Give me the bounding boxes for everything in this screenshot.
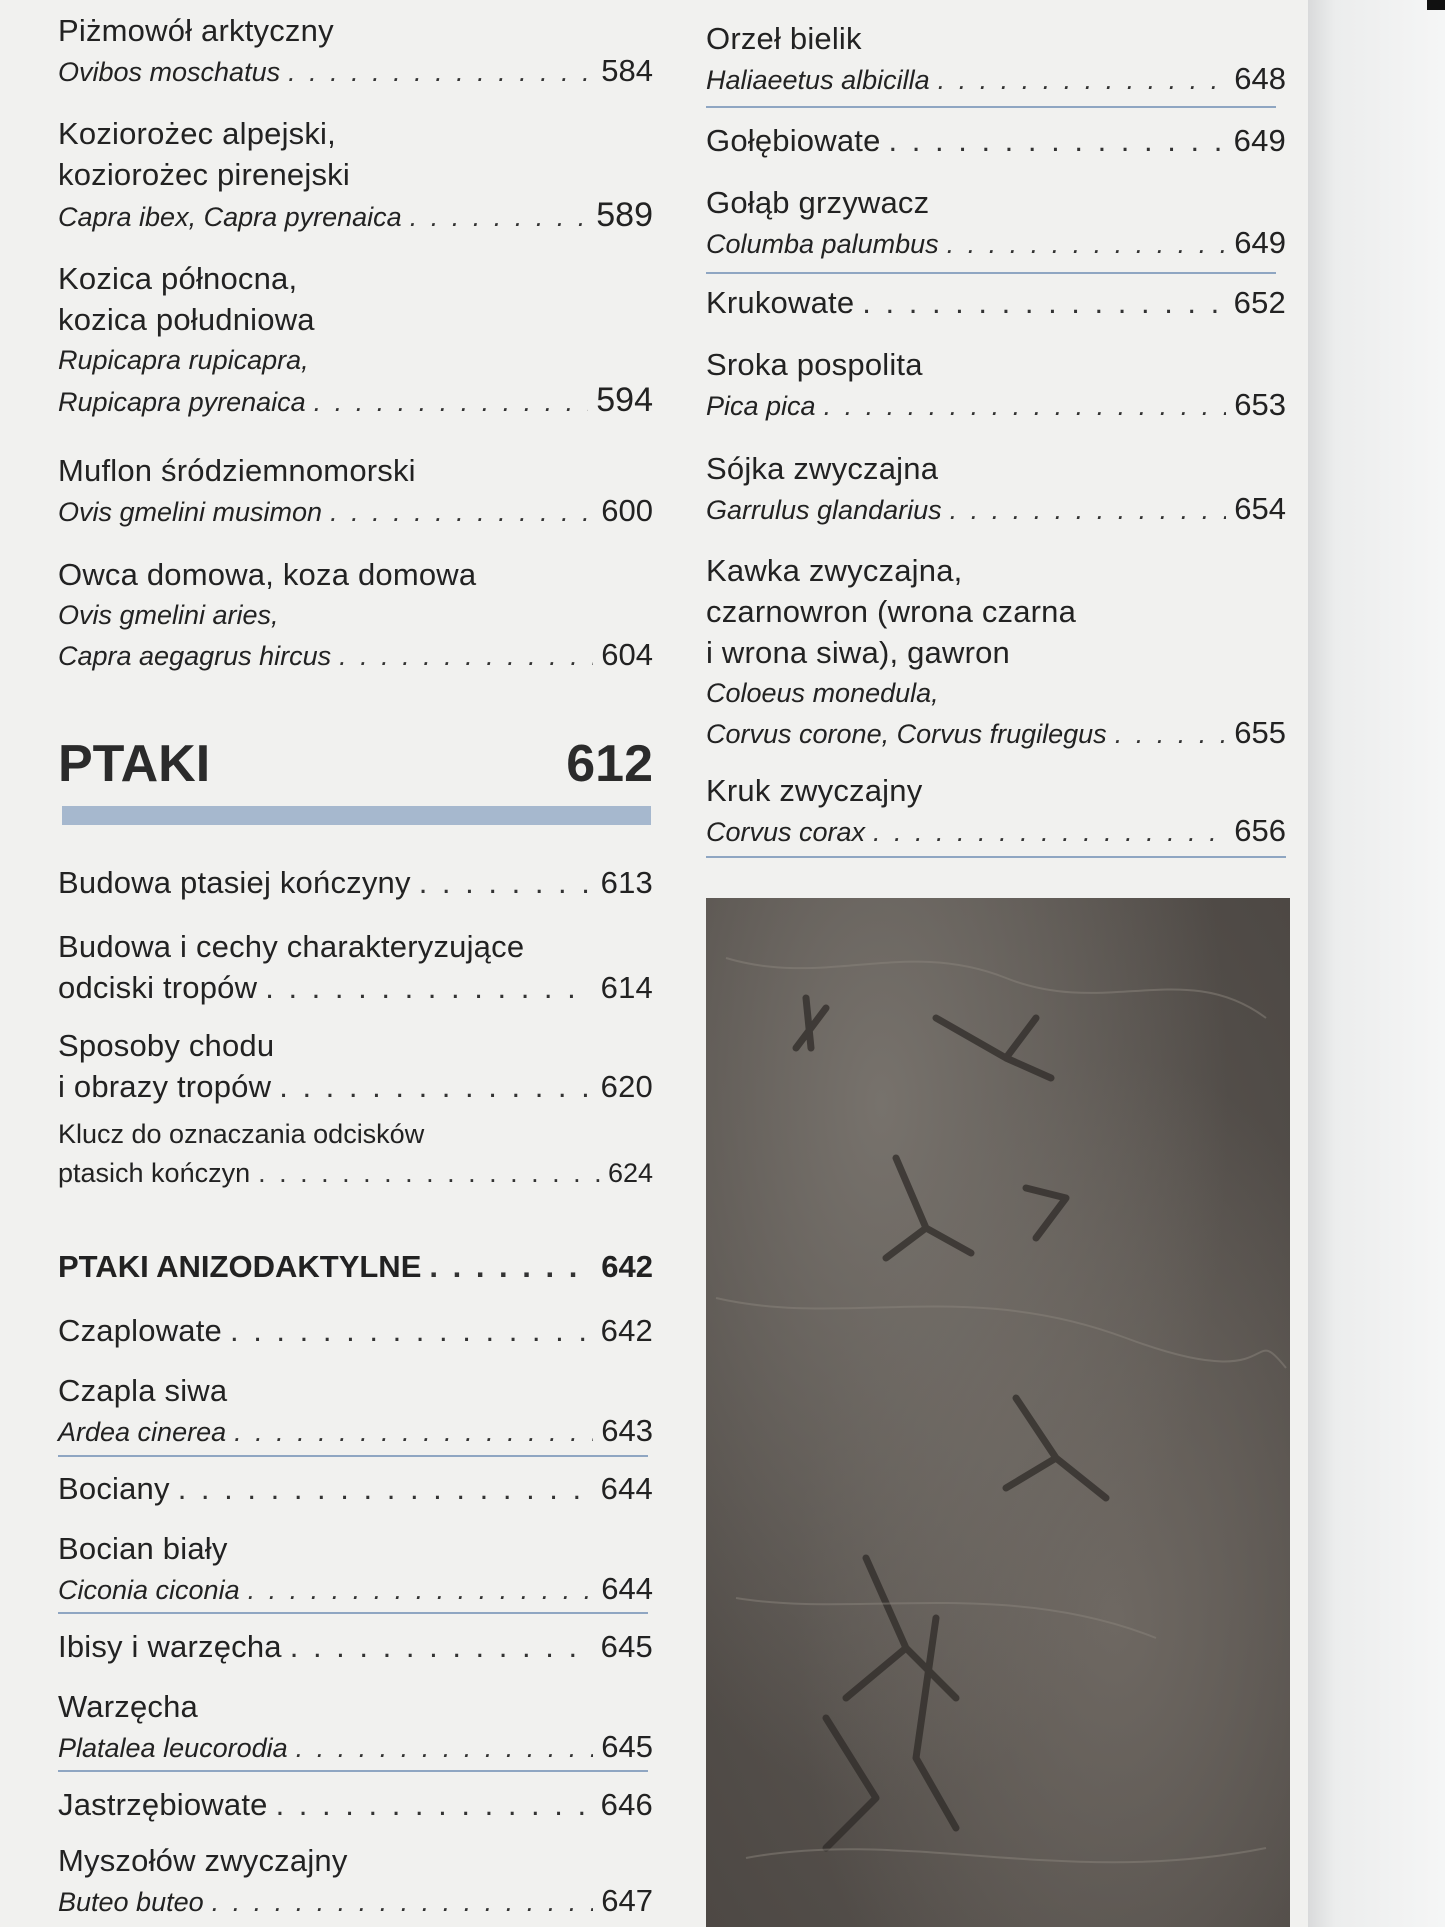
toc-entry[interactable] [58,1626,653,1667]
toc-entry[interactable] [58,10,653,92]
page-number: 654 [1234,491,1286,526]
entry-title: Czaplowate [58,1313,222,1348]
toc-entry[interactable] [58,1686,653,1768]
page-number: 645 [601,1729,653,1764]
section-title: PTAKI [58,735,211,793]
divider-rule [58,1455,648,1457]
toc-entry[interactable] [58,450,653,532]
dot-leader [314,382,589,422]
entry-latin: Rupicapra pyrenaica [58,387,306,417]
entry-latin: Pica pica [706,391,816,421]
entry-title: Bocian biały [58,1531,228,1566]
entry-title: Bociany [58,1471,170,1506]
dot-leader [419,862,593,903]
section-divider-bar [62,806,651,825]
entry-latin: Corvus corone, Corvus frugilegus [706,719,1107,749]
toc-entry[interactable] [58,554,653,676]
subsection-title: PTAKI ANIZODAKTYLNE [58,1249,422,1284]
toc-subsection[interactable] [58,1249,653,1285]
dot-leader [296,1728,594,1768]
toc-entry[interactable] [58,113,653,237]
toc-entry[interactable] [706,448,1286,530]
entry-title: Warzęcha [58,1689,198,1724]
page-number: 642 [600,1313,653,1348]
toc-entry[interactable] [706,282,1286,323]
dot-leader [330,492,593,532]
page-number: 600 [601,493,653,528]
page-number: 594 [596,381,653,419]
toc-entry[interactable] [706,120,1286,161]
page-number: 642 [601,1249,653,1284]
page-number: 652 [1233,285,1286,320]
page-number: 655 [1234,715,1286,750]
entry-title: ptasich kończyn [58,1158,251,1188]
divider-rule [58,1612,648,1614]
dot-leader [279,1066,592,1107]
corner-shadow [1427,0,1445,10]
page-number: 589 [596,196,653,234]
entry-latin: Ovis gmelini aries, [58,600,279,630]
dot-leader [178,1468,593,1509]
entry-title: Kruk zwyczajny [706,773,923,808]
entry-title: czarnowron (wrona czarna [706,594,1077,629]
entry-title: Krukowate [706,285,855,320]
page-number: 624 [607,1158,653,1188]
entry-latin: Platalea leucorodia [58,1733,288,1763]
dot-leader [947,224,1227,264]
dot-leader [1115,714,1227,754]
page-number: 644 [601,1571,653,1606]
toc-entry[interactable] [58,926,653,1008]
page-number: 645 [600,1629,653,1664]
toc-entry[interactable] [58,862,653,903]
toc-entry[interactable] [58,1528,653,1610]
toc-entry[interactable] [58,1310,653,1351]
entry-latin: Capra ibex, Capra pyrenaica [58,202,402,232]
entry-title: Gołąb grzywacz [706,185,930,220]
dot-leader [290,1626,593,1667]
entry-title: Sójka zwyczajna [706,451,939,486]
entry-title: i wrona siwa), gawron [706,635,1010,670]
entry-latin: Columba palumbus [706,229,939,259]
entry-title: Gołębiowate [706,123,881,158]
toc-entry[interactable] [58,1468,653,1509]
toc-entry[interactable] [706,182,1286,264]
page-number: 648 [1234,61,1286,96]
dot-leader [889,120,1226,161]
dot-leader [288,52,593,92]
entry-latin: Garrulus glandarius [706,495,942,525]
entry-title: kozica południowa [58,302,315,337]
entry-latin: Ovis gmelini musimon [58,497,323,527]
entry-title: i obrazy tropów [58,1069,272,1104]
toc-entry[interactable] [706,344,1286,426]
page-number: 584 [601,53,653,88]
page-number: 620 [600,1069,653,1104]
section-heading[interactable] [58,734,653,794]
entry-latin: Capra aegagrus hircus [58,641,332,671]
entry-title: Budowa ptasiej kończyny [58,865,411,900]
entry-title: Piżmowół arktyczny [58,13,334,48]
page-number: 613 [600,865,653,900]
toc-entry[interactable] [58,1784,653,1825]
entry-latin: Ciconia ciconia [58,1575,240,1605]
divider-rule [706,106,1276,108]
page-number: 646 [600,1787,653,1822]
entry-title: Muflon śródziemnomorski [58,453,416,488]
toc-entry[interactable] [58,1115,653,1193]
toc-entry[interactable] [706,770,1286,852]
dot-leader [230,1310,593,1351]
entry-title: Koziorożec alpejski, [58,116,336,151]
divider-rule [706,856,1286,858]
entry-title: koziorożec pirenejski [58,157,350,192]
dot-leader [234,1412,593,1452]
section-page-number: 612 [566,735,653,793]
divider-rule [58,1770,648,1772]
footprints-illustration [706,898,1290,1927]
entry-latin: Corvus corax [706,817,866,847]
page-edge [1308,0,1445,1927]
dot-leader [410,197,589,237]
toc-entry[interactable] [58,1025,653,1107]
entry-latin: Coloeus monedula, [706,678,939,708]
page-number: 614 [600,970,653,1005]
toc-entry[interactable] [58,258,653,422]
entry-title: Czapla siwa [58,1373,228,1408]
entry-title: Klucz do oznaczania odcisków [58,1119,425,1149]
dot-leader [824,386,1227,426]
entry-title: Orzeł bielik [706,21,862,56]
entry-latin: Ovibos moschatus [58,57,281,87]
dot-leader [248,1570,594,1610]
entry-title: Myszołów zwyczajny [58,1843,348,1878]
entry-title: Kawka zwyczajna, [706,553,963,588]
dot-leader [429,1249,593,1285]
toc-entry[interactable] [706,18,1286,100]
entry-title: Kozica północna, [58,261,298,296]
page-number: 644 [600,1471,653,1506]
entry-title: Sposoby chodu [58,1028,275,1063]
dot-leader [339,636,593,676]
page-number: 649 [1234,225,1286,260]
toc-entry[interactable] [58,1840,653,1922]
bird-tracks-photo [706,898,1290,1927]
page-number: 649 [1233,123,1286,158]
entry-title: odciski tropów [58,970,258,1005]
toc-entry[interactable] [706,550,1286,754]
entry-title: Owca domowa, koza domowa [58,557,477,592]
dot-leader [258,1154,600,1193]
entry-latin: Ardea cinerea [58,1417,227,1447]
divider-rule [706,272,1276,274]
dot-leader [862,282,1225,323]
page-number: 643 [601,1413,653,1448]
entry-title: Sroka pospolita [706,347,923,382]
entry-title: Budowa i cechy charakteryzujące [58,929,525,964]
dot-leader [950,490,1227,530]
dot-leader [212,1882,594,1922]
dot-leader [873,812,1226,852]
entry-latin: Buteo buteo [58,1887,204,1917]
entry-title: Ibisy i warzęcha [58,1629,282,1664]
page-number: 653 [1234,387,1286,422]
entry-title: Jastrzębiowate [58,1787,268,1822]
entry-latin: Haliaeetus albicilla [706,65,930,95]
page-number: 656 [1234,813,1286,848]
toc-entry[interactable] [58,1370,653,1452]
entry-latin: Rupicapra rupicapra, [58,345,309,375]
page-number: 604 [601,637,653,672]
dot-leader [265,967,592,1008]
dot-leader [938,60,1227,100]
dot-leader [276,1784,593,1825]
page-number: 647 [601,1883,653,1918]
